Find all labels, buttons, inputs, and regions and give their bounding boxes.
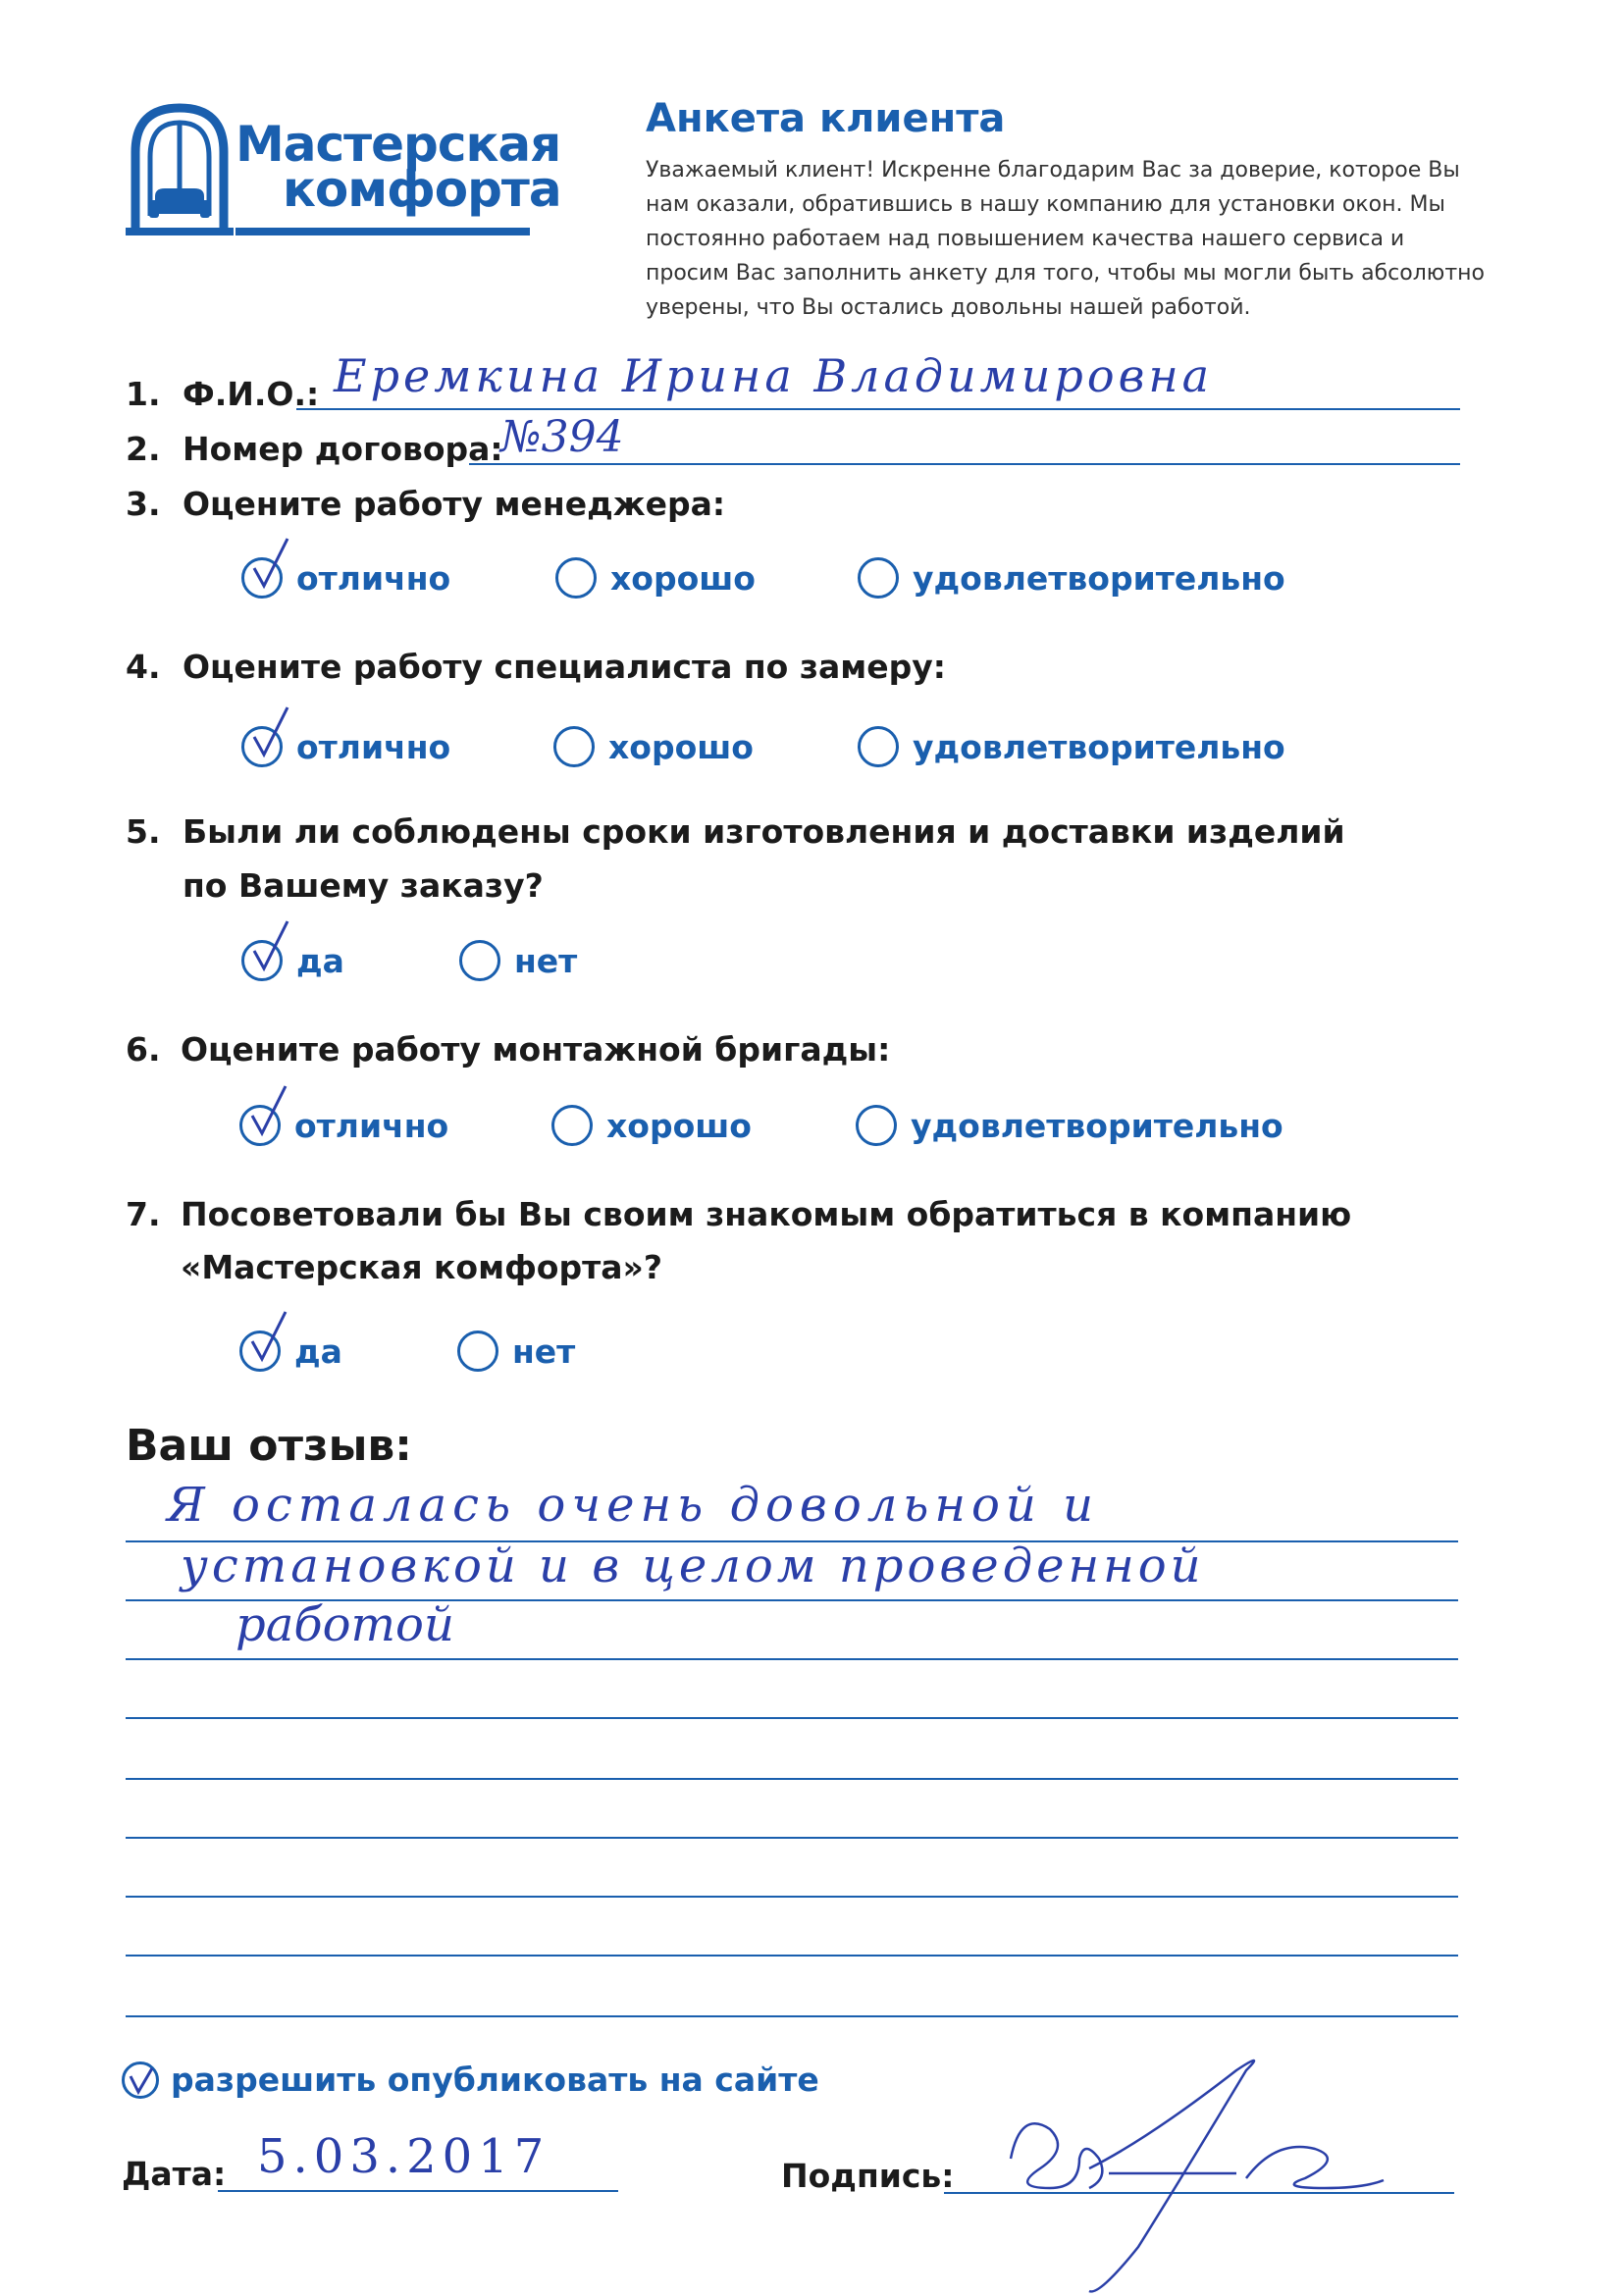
review-line-9 (126, 2015, 1458, 2017)
q1-answer[interactable]: Еремкина Ирина Владимировна (334, 349, 1214, 402)
radio-circle[interactable] (858, 726, 899, 767)
logo (126, 98, 561, 245)
option-label: хорошо (610, 558, 756, 598)
q7-line-1: Посоветовали бы Вы своим знакомым обратиться в компанию (181, 1195, 1352, 1233)
radio-circle[interactable] (241, 940, 283, 981)
survey-intro: Уважаемый клиент! Искренне благодарим Вас за доверие, которое Вы нам оказали, обратившись в нашу компанию для установки окон. Мы постоянно работаем над повышением качества нашего сервиса и просим Вас заполнить анкету для того, чтобы мы могли быть абсолютно уверены, что Вы остались довольны нашей работой. (646, 158, 1485, 320)
logo-underline (236, 228, 530, 235)
q6-option-good[interactable] (551, 1105, 752, 1146)
publish-label: разрешить опубликовать на сайте (171, 2061, 819, 2099)
q5-line-2: по Вашему заказу? (183, 866, 544, 905)
radio-circle[interactable] (858, 557, 899, 599)
review-text-line-2[interactable]: установкой и в целом проведенной (181, 1539, 1205, 1593)
signature-label: Подпись: (781, 2157, 955, 2195)
publish-checkbox[interactable] (122, 2061, 159, 2099)
option-label: отлично (296, 727, 451, 766)
option-label: отлично (296, 558, 451, 598)
q2-number: 2. (126, 430, 161, 468)
radio-circle[interactable] (856, 1105, 897, 1146)
q5-line-1: Были ли соблюдены сроки изготовления и доставки изделий (183, 812, 1345, 851)
option-label: хорошо (608, 727, 754, 766)
q6-number: 6. (126, 1030, 161, 1069)
review-line-5 (126, 1778, 1458, 1780)
option-label: нет (514, 941, 578, 980)
option-label: нет (512, 1331, 576, 1371)
review-line-8 (126, 1955, 1458, 1957)
checkmark-icon (125, 2064, 158, 2098)
q3-option-satisfactory[interactable] (858, 557, 1285, 599)
q1-number: 1. (126, 375, 161, 413)
q1-label: Ф.И.О.: (183, 375, 320, 413)
checkmark-icon (248, 705, 297, 764)
logo-line-1: Мастерская (236, 116, 561, 173)
q4-option-good[interactable] (553, 726, 754, 767)
checkmark-icon (246, 1084, 295, 1143)
option-label: да (294, 1331, 342, 1371)
radio-circle[interactable] (457, 1331, 498, 1372)
q4-option-satisfactory[interactable] (858, 726, 1285, 767)
q3-number: 3. (126, 485, 161, 523)
radio-circle[interactable] (239, 1105, 281, 1146)
q5-option-yes[interactable] (241, 940, 344, 981)
window-sofa-logo-icon (126, 98, 234, 235)
radio-circle[interactable] (555, 557, 597, 599)
checkmark-icon (248, 919, 297, 978)
q6-option-satisfactory[interactable] (856, 1105, 1283, 1146)
option-label: удовлетворительно (913, 558, 1285, 598)
q7-number: 7. (126, 1195, 161, 1233)
date-value[interactable]: 5.03.2017 (257, 2129, 550, 2184)
q4-label: Оцените работу специалиста по замеру: (183, 648, 946, 686)
radio-circle[interactable] (551, 1105, 593, 1146)
q2-answer[interactable]: №394 (500, 412, 624, 462)
radio-circle[interactable] (241, 557, 283, 599)
radio-circle[interactable] (239, 1331, 281, 1372)
q5-option-no[interactable] (459, 940, 577, 981)
date-fill-line (218, 2190, 618, 2192)
review-line-6 (126, 1837, 1458, 1839)
date-label: Дата: (122, 2155, 227, 2193)
q4-number: 4. (126, 648, 161, 686)
option-label: хорошо (606, 1106, 752, 1145)
q7-line-2: «Мастерская комфорта»? (181, 1248, 662, 1286)
review-line-4 (126, 1717, 1458, 1719)
handwritten-signature (991, 2051, 1403, 2296)
q7-option-yes[interactable] (239, 1331, 342, 1372)
q5-number: 5. (126, 812, 161, 851)
q2-label: Номер договора: (183, 430, 503, 468)
review-line-7 (126, 1896, 1458, 1898)
option-label: удовлетворительно (911, 1106, 1283, 1145)
q7-option-no[interactable] (457, 1331, 575, 1372)
publish-option[interactable] (122, 2061, 819, 2099)
option-label: удовлетворительно (913, 727, 1285, 766)
q3-label: Оцените работу менеджера: (183, 485, 726, 523)
q6-option-excellent[interactable] (239, 1105, 448, 1146)
q2-fill-line (469, 463, 1460, 465)
radio-circle[interactable] (241, 726, 283, 767)
review-line-3 (126, 1658, 1458, 1660)
survey-title: Анкета клиента (646, 96, 1006, 141)
checkmark-icon (248, 537, 297, 596)
q4-option-excellent[interactable] (241, 726, 450, 767)
checkmark-icon (246, 1310, 295, 1369)
q3-option-excellent[interactable] (241, 557, 450, 599)
review-title: Ваш отзыв: (126, 1421, 412, 1471)
q6-label: Оцените работу монтажной бригады: (181, 1030, 891, 1069)
logo-line-2: комфорта (283, 161, 561, 218)
radio-circle[interactable] (553, 726, 595, 767)
option-label: да (296, 941, 344, 980)
q3-option-good[interactable] (555, 557, 756, 599)
review-text-line-3[interactable]: работой (236, 1597, 454, 1652)
review-text-line-1[interactable]: Я осталась очень довольной и (167, 1478, 1100, 1533)
q1-fill-line (296, 408, 1460, 410)
option-label: отлично (294, 1106, 449, 1145)
radio-circle[interactable] (459, 940, 500, 981)
